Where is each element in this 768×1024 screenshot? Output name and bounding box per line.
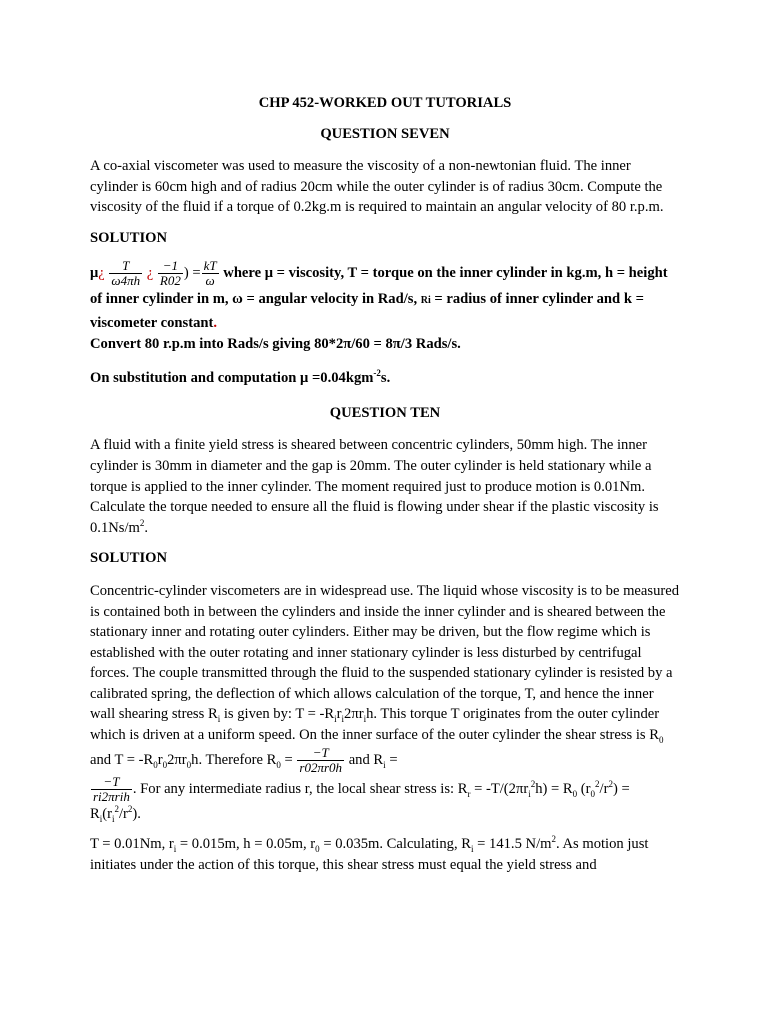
ri-symbol: Ri (420, 294, 431, 306)
equation-close: ) = (183, 264, 201, 281)
question-seven-result: On substitution and computation μ =0.04kgm$^{-2}$s. (90, 368, 391, 387)
equation-description-end: . (213, 314, 217, 331)
fraction-shear-stress-outer: $\frac{-T}{r02\pi r0h}$ (299, 744, 343, 775)
calculation-paragraph: T = 0.01Nm, $r_i = 0.015m$, h = 0.05m, $r_0 = 0.035m$. Calculating, $R_i = 141.5$ $N/m^2$. As motion just initiates under the action of this torque, this shear stress must equal the yield stress and (90, 834, 649, 873)
fraction-shear-stress-inner: $\frac{-T}{\text{ri2πrih}}$ (93, 773, 130, 804)
question-ten-heading: QUESTION TEN (329, 404, 441, 421)
missing-glyph: ¿ (98, 264, 105, 281)
viscometer-explanation: Concentric-cylinder viscometers are in widespread use. The liquid whose viscosity is to be measured is contained both in between the cylinders and inside the inner cylinder and is sheared between the stationary inner and rotating outer cylinders. Either may be driven, but the flow regime which is established with the outer rotating and inner stationary cylinder is less disturbed by centrifugal forces. The couple transmitted through the fluid to the suspended stationary cylinder is resisted by a calibrated spring, the deflection of which allows calculation of the torque, T, and hence the inner wall shearing stress $R_i$ is given by: $T = -R_ir_i2\pi r_ih$. This torque T originates from the outer cylinder which is driven at a uniform speed. On the inner surface of the outer cylinder the shear stress is $R_0$ and $T = -R_0r_02\pi r_0h$. Therefore $R_0$ = $\frac{-T}{r02\pi r0h}$ and $R_i$ = $\frac{-T}{\text{ri2πrih}}$ . For any intermediate radius r, the local shear stress is: $R_r = -T/(2\pi r_i^2h) = R_0$ $(r_0^2/r^2) = R_i(r_i^2/r^2)$. (90, 582, 679, 824)
fraction-t-over-omega4pih: $\frac{T}{\omega 4\pi h}$ (111, 257, 141, 288)
question-seven-problem: A co-axial viscometer was used to measure the viscosity of a non-newtonian fluid. The inner cylinder is 60cm high and of radius 20cm while the outer cylinder is of radius 30cm. Compute the viscosity of the fluid if a torque of 0.2kg.m is required to maintain an angular velocity of 80 r.p.m. (90, 158, 664, 216)
equation-description-2: = radius of inner cylinder and k = viscometer constant (90, 290, 644, 331)
question-ten-problem: A fluid with a finite yield stress is sheared between concentric cylinders, 50mm high. The inner cylinder is 30mm in diameter and the gap is 20mm. The outer cylinder is held stationary while a torque is applied to the inner cylinder. The moment required just to produce motion is 0.01Nm. Calculate the torque needed to ensure all the fluid is flowing under shear if the plastic viscosity is $0.1Ns/m^2$. (90, 437, 659, 536)
question-seven-heading: QUESTION SEVEN (320, 125, 450, 142)
viscosity-equation (90, 259, 680, 334)
fraction-kt-over-omega: $\frac{kT}{\omega}$ (203, 257, 217, 288)
document-title: CHP 452-WORKED OUT TUTORIALS (258, 95, 512, 111)
equation-description-1: where μ = viscosity, T = torque on the inner cylinder in kg.m, h = height of inner cylinder in m, ω = angular velocity in Rad/s, (90, 264, 668, 307)
mu-symbol: μ (90, 264, 99, 281)
document-content (90, 93, 680, 885)
rpm-conversion: Convert 80 r.p.m into Rads/s giving 80*2π/60 = 8π/3 Rads/s. (90, 335, 461, 352)
question-ten-solution-label: SOLUTION (90, 550, 168, 567)
missing-glyph: ¿ (146, 264, 154, 281)
fraction-neg1-over-r02: $\frac{-1}{R02}$ (159, 257, 181, 288)
question-seven-solution-label: SOLUTION (90, 229, 168, 246)
